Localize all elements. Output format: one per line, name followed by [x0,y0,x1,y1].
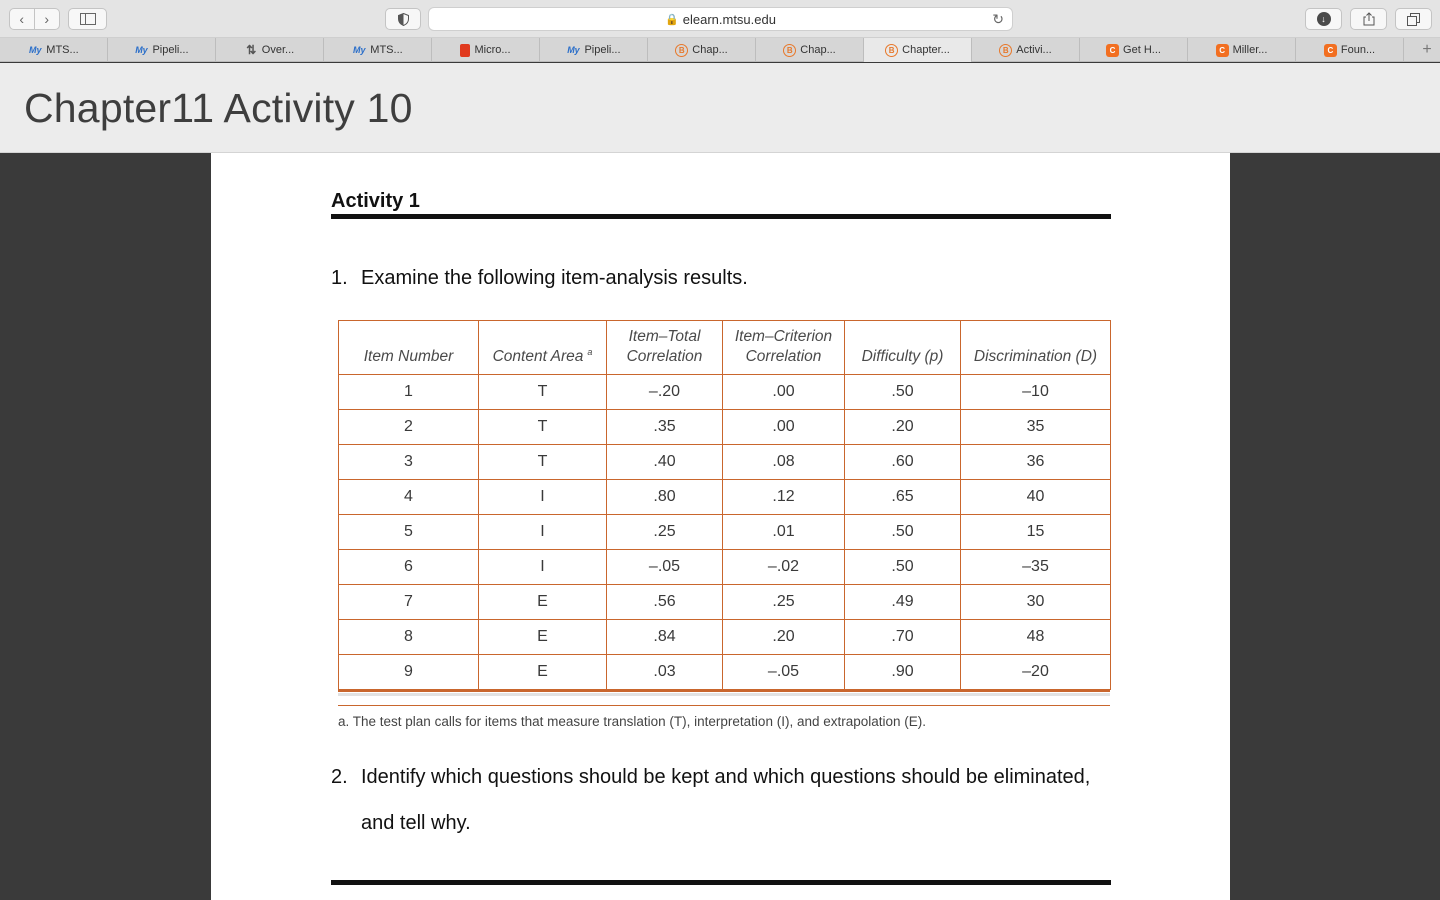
c-favicon-icon: C [1216,44,1229,57]
table-cell: .08 [723,445,845,480]
table-row [339,585,1111,620]
table-cell: –.05 [607,550,723,585]
table-cell: T [479,410,607,445]
browser-tab[interactable] [1080,38,1188,62]
url-text: elearn.mtsu.edu [682,11,776,27]
tab-label: Pipeli... [584,44,621,56]
new-tab-icon[interactable]: + [1422,41,1432,58]
header-line2: Correlation [626,348,703,365]
browser-tab[interactable] [540,38,648,62]
question-2-number: 2. [331,766,348,788]
browser-tab[interactable] [324,38,432,62]
table-cell: .65 [845,480,961,515]
table-cell: 7 [339,585,479,620]
c-favicon-icon: C [1106,44,1119,57]
lock-icon: 🔒 [665,13,679,26]
table-cell: .84 [607,620,723,655]
table-row [339,620,1111,655]
table-row [339,375,1111,410]
reload-icon[interactable]: ↻ [992,11,1004,27]
table-cell: 1 [339,375,479,410]
office-favicon-icon [460,44,470,57]
table-cell: I [479,480,607,515]
table-cell: .60 [845,445,961,480]
table-cell: .70 [845,620,961,655]
question-1 [331,267,748,290]
table-cell: .50 [845,550,961,585]
table-footnote: a. The test plan calls for items that measure translation (T), interpretation (I), and extrapolation (E). [338,714,927,729]
table-cell: E [479,585,607,620]
question-2-continued: and tell why. [361,812,471,834]
back-icon[interactable]: ‹ [10,9,35,29]
browser-tab[interactable] [108,38,216,62]
table-cell: .50 [845,515,961,550]
header-line2: Content Area [492,348,584,365]
shield-icon [398,13,409,26]
browser-tab[interactable] [0,38,108,62]
table-cell: –35 [961,550,1111,585]
table-cell: 48 [961,620,1111,655]
item-analysis-table-wrap [338,320,1110,690]
table-cell: 15 [961,515,1111,550]
question-2-text-line1: Identify which questions should be kept and which questions should be eliminated, [361,766,1091,788]
table-shadow [338,693,1110,696]
table-row [339,550,1111,585]
nav-button-group [9,8,60,30]
table-cell: .80 [607,480,723,515]
question-2 [331,766,1090,789]
table-cell: .35 [607,410,723,445]
browser-tab[interactable] [972,38,1080,62]
table-cell: 36 [961,445,1111,480]
table-cell: .03 [607,655,723,690]
table-cell: I [479,515,607,550]
browser-toolbar [0,0,1440,38]
table-cell: 2 [339,410,479,445]
share-icon [1363,12,1375,26]
table-row [339,515,1111,550]
table-column-header [723,321,845,375]
browser-tab[interactable] [216,38,324,62]
header-line2: Difficulty (p) [861,348,944,365]
heading-rule [331,214,1111,219]
page-title: Chapter11 Activity 10 [24,85,413,131]
table-cell: .25 [723,585,845,620]
b-favicon-icon: B [885,44,898,57]
browser-tab[interactable] [864,38,972,62]
mytsu-favicon-icon: My [567,45,580,55]
mytsu-favicon-icon: My [353,45,366,55]
tab-label: Chapter... [902,44,950,56]
sync-favicon-icon: ⇅ [246,43,257,57]
download-icon: ↓ [1317,12,1331,26]
header-line1: Item–Total [628,328,701,345]
table-row [339,480,1111,515]
tab-label: Chap... [692,44,728,56]
header-line2: Item Number [363,348,454,365]
table-cell: .01 [723,515,845,550]
footnote-marker: a [587,346,593,357]
table-column-header [961,321,1111,375]
tab-label: Miller... [1232,44,1268,56]
browser-tab[interactable] [432,38,540,62]
table-cell: .25 [607,515,723,550]
document-content [211,153,1230,900]
tab-overview-button[interactable] [1395,8,1432,30]
table-cell: 5 [339,515,479,550]
header-line1: Item–Criterion [734,328,833,345]
table-cell: I [479,550,607,585]
mytsu-favicon-icon: My [29,45,42,55]
tab-label: Chap... [800,44,836,56]
table-cell: E [479,655,607,690]
tab-label: Micro... [474,44,511,56]
table-cell: –.02 [723,550,845,585]
table-row [339,445,1111,480]
table-row [339,655,1111,690]
table-cell: .49 [845,585,961,620]
table-cell: 8 [339,620,479,655]
b-favicon-icon: B [675,44,688,57]
table-cell: .56 [607,585,723,620]
table-cell: –.20 [607,375,723,410]
tab-label: Pipeli... [152,44,189,56]
table-cell: 4 [339,480,479,515]
table-body [339,375,1111,690]
table-cell: 30 [961,585,1111,620]
table-cell: E [479,620,607,655]
table-column-header [339,321,479,375]
table-cell: .00 [723,410,845,445]
table-column-header [607,321,723,375]
browser-tab[interactable] [1296,38,1404,62]
table-cell: –20 [961,655,1111,690]
mytsu-favicon-icon: My [135,45,148,55]
table-cell: .20 [723,620,845,655]
table-cell: 40 [961,480,1111,515]
tab-label: MTS... [46,44,79,56]
table-cell: T [479,445,607,480]
share-button[interactable] [1350,8,1387,30]
b-favicon-icon: B [783,44,796,57]
tab-label: Foun... [1340,44,1376,56]
tab-bar [0,38,1440,62]
item-analysis-table [338,320,1111,690]
table-cell: .12 [723,480,845,515]
table-cell: .00 [723,375,845,410]
header-line2: Discrimination (D) [973,348,1098,365]
tab-label: Activi... [1016,44,1052,56]
table-cell: 6 [339,550,479,585]
table-cell: .40 [607,445,723,480]
downloads-button[interactable] [1305,8,1342,30]
table-cell: .20 [845,410,961,445]
table-row [339,410,1111,445]
question-1-text: Examine the following item-analysis results. [361,267,748,289]
b-favicon-icon: B [999,44,1012,57]
tab-label: Over... [261,44,295,56]
header-line2: Correlation [745,348,822,365]
table-column-header [479,321,607,375]
forward-icon[interactable]: › [44,11,50,27]
table-header-row [339,321,1111,375]
bottom-rule [331,880,1111,885]
browser-tab[interactable] [756,38,864,62]
tab-label: MTS... [370,44,403,56]
privacy-report-button[interactable] [385,8,421,30]
browser-tab[interactable] [648,38,756,62]
table-cell: –10 [961,375,1111,410]
table-cell: 3 [339,445,479,480]
c-favicon-icon: C [1324,44,1337,57]
address-bar[interactable] [428,7,1013,31]
table-bottom-rule [338,690,1110,692]
tab-label: Get H... [1123,44,1161,56]
sidebar-icon [80,13,96,25]
sidebar-toggle-button[interactable] [68,8,107,30]
question-1-number: 1. [331,267,348,289]
activity-heading: Activity 1 [331,190,420,212]
page-header [0,63,1440,153]
table-cell: 9 [339,655,479,690]
table-column-header [845,321,961,375]
table-cell: .90 [845,655,961,690]
table-cell: 35 [961,410,1111,445]
table-cell: –.05 [723,655,845,690]
table-cell: T [479,375,607,410]
tabs-icon [1407,13,1420,26]
footnote-rule [338,705,1110,706]
table-cell: .50 [845,375,961,410]
browser-tab[interactable] [1188,38,1296,62]
